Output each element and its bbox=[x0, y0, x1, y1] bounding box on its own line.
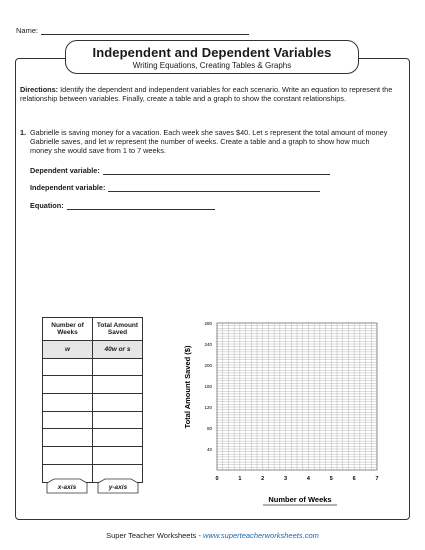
footer bbox=[0, 531, 425, 540]
col1-header: Number of Weeks bbox=[43, 318, 93, 341]
name-input-line[interactable] bbox=[41, 26, 249, 35]
y-tick-label: 160 bbox=[204, 384, 212, 389]
table-header-row bbox=[43, 318, 143, 341]
x-tick-label: 6 bbox=[352, 476, 356, 482]
question-text-part: represent the number of weeks. Create a table and a graph to show how much money she would save from 1 to 7 weeks. bbox=[30, 137, 370, 156]
x-tick-label: 0 bbox=[215, 476, 219, 482]
independent-variable-answer-line[interactable] bbox=[108, 183, 320, 192]
directions bbox=[20, 85, 402, 103]
directions-text: Identify the dependent and independent variables for each scenario. Write an equation to represent the relationship between variables. Finally, create a table and a graph to show the constant relationships. bbox=[20, 85, 393, 104]
independent-variable-label: Independent variable: bbox=[30, 183, 106, 192]
x-tick-label: 2 bbox=[261, 476, 265, 482]
amount-cell[interactable] bbox=[93, 376, 143, 394]
col1-variable: w bbox=[43, 341, 93, 359]
x-tick-label: 5 bbox=[329, 476, 333, 482]
table-row bbox=[43, 411, 143, 429]
worksheet-subtitle: Writing Equations, Creating Tables & Graphs bbox=[132, 61, 292, 70]
question-text bbox=[30, 128, 402, 156]
weeks-cell[interactable] bbox=[43, 394, 93, 412]
table-variable-row bbox=[43, 341, 143, 359]
table-row bbox=[43, 358, 143, 376]
worksheet-title: Independent and Dependent Variables bbox=[92, 45, 332, 60]
independent-variable-field bbox=[30, 183, 320, 192]
question-text-part: Gabrielle is saving money for a vacation. Each week she saves $40. Let bbox=[30, 128, 265, 137]
dependent-variable-label: Dependent variable: bbox=[30, 166, 100, 175]
y-axis-label: Total Amount Saved ($) bbox=[183, 345, 192, 429]
footer-url-link[interactable]: www.superteacherworksheets.com bbox=[202, 531, 319, 540]
x-axis-label: Number of Weeks bbox=[268, 495, 332, 504]
y-tick-label: 40 bbox=[206, 447, 212, 452]
table-body bbox=[43, 358, 143, 482]
amount-cell[interactable] bbox=[93, 411, 143, 429]
x-tick-label: 4 bbox=[306, 476, 310, 482]
y-tick-label: 120 bbox=[204, 405, 212, 410]
equation-label: Equation: bbox=[30, 201, 64, 210]
question-1 bbox=[20, 128, 402, 156]
name-label: Name: bbox=[16, 26, 39, 35]
title-box bbox=[65, 40, 359, 74]
graph-grid bbox=[217, 323, 377, 470]
x-tick-label: 1 bbox=[238, 476, 242, 482]
table-row bbox=[43, 429, 143, 447]
weeks-cell[interactable] bbox=[43, 411, 93, 429]
x-tick-label: 3 bbox=[284, 476, 288, 482]
equation-field bbox=[30, 201, 215, 210]
amount-cell[interactable] bbox=[93, 358, 143, 376]
y-tick-label: 280 bbox=[204, 321, 212, 326]
data-table bbox=[42, 317, 143, 483]
dependent-variable-field bbox=[30, 166, 330, 175]
name-row bbox=[16, 26, 249, 35]
footer-separator: - bbox=[196, 531, 203, 540]
x-axis-tag-label: x-axis bbox=[57, 484, 77, 491]
question-number: 1. bbox=[20, 128, 27, 137]
col2-header: Total Amount Saved bbox=[93, 318, 143, 341]
y-axis-tag bbox=[97, 478, 139, 494]
graph-ticks bbox=[204, 321, 378, 482]
table-row bbox=[43, 376, 143, 394]
directions-label: Directions: bbox=[20, 85, 59, 94]
amount-cell[interactable] bbox=[93, 429, 143, 447]
y-tick-label: 200 bbox=[204, 363, 212, 368]
table-row bbox=[43, 394, 143, 412]
amount-cell[interactable] bbox=[93, 447, 143, 465]
variable-s: s bbox=[264, 128, 269, 137]
dependent-variable-answer-line[interactable] bbox=[103, 166, 330, 175]
table-row bbox=[43, 447, 143, 465]
weeks-cell[interactable] bbox=[43, 376, 93, 394]
y-axis-tag-label: y-axis bbox=[108, 484, 128, 491]
weeks-cell[interactable] bbox=[43, 358, 93, 376]
amount-cell[interactable] bbox=[93, 394, 143, 412]
variable-w: w bbox=[108, 137, 114, 147]
x-axis-tag bbox=[46, 478, 88, 494]
col2-variable: 40w or s bbox=[93, 341, 143, 359]
x-tick-label: 7 bbox=[375, 476, 379, 482]
footer-brand: Super Teacher Worksheets bbox=[106, 531, 197, 540]
y-tick-label: 80 bbox=[206, 426, 212, 431]
weeks-cell[interactable] bbox=[43, 429, 93, 447]
weeks-cell[interactable] bbox=[43, 447, 93, 465]
equation-answer-line[interactable] bbox=[67, 201, 215, 210]
question-text-part: represent the total amount of money Gabrielle saves, and let bbox=[30, 128, 388, 147]
y-tick-label: 240 bbox=[204, 342, 212, 347]
blank-graph[interactable] bbox=[175, 312, 390, 507]
